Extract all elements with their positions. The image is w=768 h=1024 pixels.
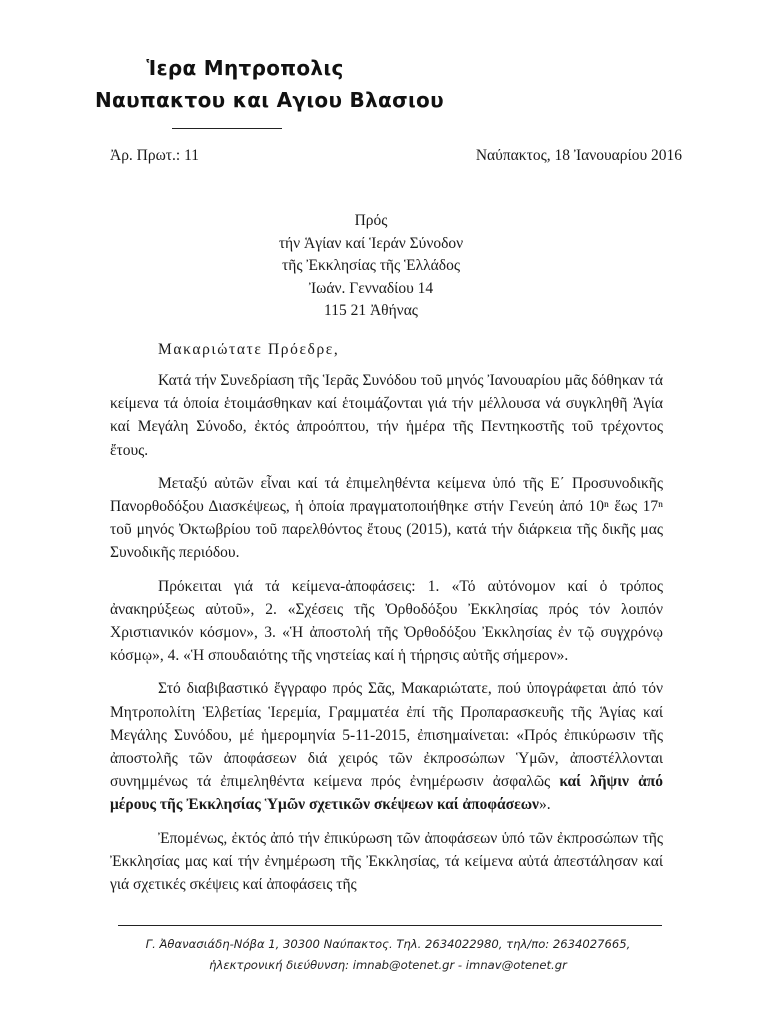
quote-bold-text: καί λῆψιν ἀπό μέρους τῆς Ἐκκλησίας Ὑμῶν σχετικῶν σκέψεων καί ἀποφάσεων [110, 773, 663, 814]
letterhead-divider [172, 128, 282, 129]
letterhead [95, 52, 444, 116]
footer-divider [118, 925, 662, 926]
letter-date: Ναύπακτος, 18 Ἰανουαρίου 2016 [475, 147, 682, 164]
letter-body [110, 369, 663, 906]
letterhead-line-2: Ναυπακτου και Αγιου Βλασιου [95, 88, 444, 112]
footer-email: ἠλεκτρονική διεύθυνση: imnab@otenet.gr - imnav@otenet.gr [209, 958, 567, 972]
recipient-address [200, 210, 542, 323]
quote-end: ». [538, 796, 551, 814]
footer-address: Γ. Ἀθανασιάδη-Νόβα 1, 30300 Ναύπακτος. Τηλ. 2634022980, τηλ/πο: 2634027665, [145, 937, 631, 951]
footer-contact [108, 934, 668, 976]
paragraph: Μεταξύ αὐτῶν εἶναι καί τά ἐπιμεληθέντα κείμενα ὑπό τῆς Ε΄ Προσυνοδικῆς Πανορθοδόξου Διασκέψεως, ἡ ὁποία πραγματοποιήθηκε στήν Γενεύη ἀπό 10ⁿ ἕως 17ⁿ τοῦ μηνός Ὀκτωβρίου τοῦ παρελθόντος ἔτους (2015), κατά τήν διάρκεια τῆς δικῆς μας Συνοδικῆς περιόδου. [110, 474, 663, 562]
quote-text: Στό διαβιβαστικό ἔγγραφο πρός Σᾶς, Μακαριώτατε, πού ὑπογράφεται ἀπό τόν Μητροπολίτη Ἑλβετίας Ἱερεμία, Γραμματέα ἐπί τῆς Προπαρασκευῆς τῆς Ἁγίας καί Μεγάλης Συνόδου, μέ ἡμερομηνία 5-11-2015, ἐπισημαίνεται: «Πρός ἐπικύρωσιν τῆς ἀποστολῆς τῶν ἀποφάσεων διά χειρός τῶν ἐκπροσώπων Ὑμῶν, ἀποστέλλονται συνημμένως τά ἐπιμεληθέντα κείμενα πρός ἐνημέρωσιν ἀσφαλῶς [110, 680, 663, 791]
recipient-line: Πρός [354, 212, 388, 229]
recipient-line: 115 21 Ἀθήνας [324, 302, 418, 319]
protocol-number: Ἀρ. Πρωτ.: 11 [110, 147, 200, 164]
recipient-line: Ἰωάν. Γενναδίου 14 [308, 279, 434, 297]
paragraph: Κατά τήν Συνεδρίαση τῆς Ἱερᾶς Συνόδου τοῦ μηνός Ἰανουαρίου μᾶς δόθηκαν τά κείμενα τά ὁποία ἑτοιμάσθηκαν καί ἑτοιμάζονται γιά τήν μέλλουσα νά συγκληθῆ Ἁγία καί Μεγάλη Σύνοδο, ἐκτός ἀπροόπτου, τήν ἡμέρα τῆς Πεντηκοστῆς τοῦ τρέχοντος ἔτους. [110, 372, 663, 459]
paragraph: Πρόκειται γιά τά κείμενα-ἀποφάσεις: 1. «Τό αὐτόνομον καί ὁ τρόπος ἀνακηρύξεως αὐτοῦ», 2. «Σχέσεις τῆς Ὀρθοδόξου Ἐκκλησίας πρός τόν λοιπόν Χριστιανικόν κόσμον», 3. «Ἡ ἀποστολή τῆς Ὀρθοδόξου Ἐκκλησίας ἐν τῷ συγχρόνῳ κόσμῳ», 4. «Ἡ σπουδαιότης τῆς νηστείας καί ἡ τήρησις αὐτῆς σήμερον». [110, 577, 663, 665]
salutation: Μακαριώτατε Πρόεδρε, [158, 341, 340, 358]
letterhead-line-1: Ἱερα Μητροπολις [146, 56, 344, 80]
paragraph: Ἐπομένως, ἐκτός ἀπό τήν ἐπικύρωση τῶν ἀποφάσεων ὑπό τῶν ἐκπροσώπων τῆς Ἐκκλησίας μας καί τήν ἐνημέρωση τῆς Ἐκκλησίας, τά κείμενα αὐτά ἀπεστάλησαν καί γιά σχετικές σκέψεις καί ἀποφάσεις τῆς [110, 829, 663, 894]
recipient-line: τήν Ἁγίαν καί Ἱεράν Σύνοδον [278, 234, 464, 252]
recipient-line: τῆς Ἐκκλησίας τῆς Ἑλλάδος [282, 257, 460, 274]
paragraph-quote [110, 677, 663, 816]
